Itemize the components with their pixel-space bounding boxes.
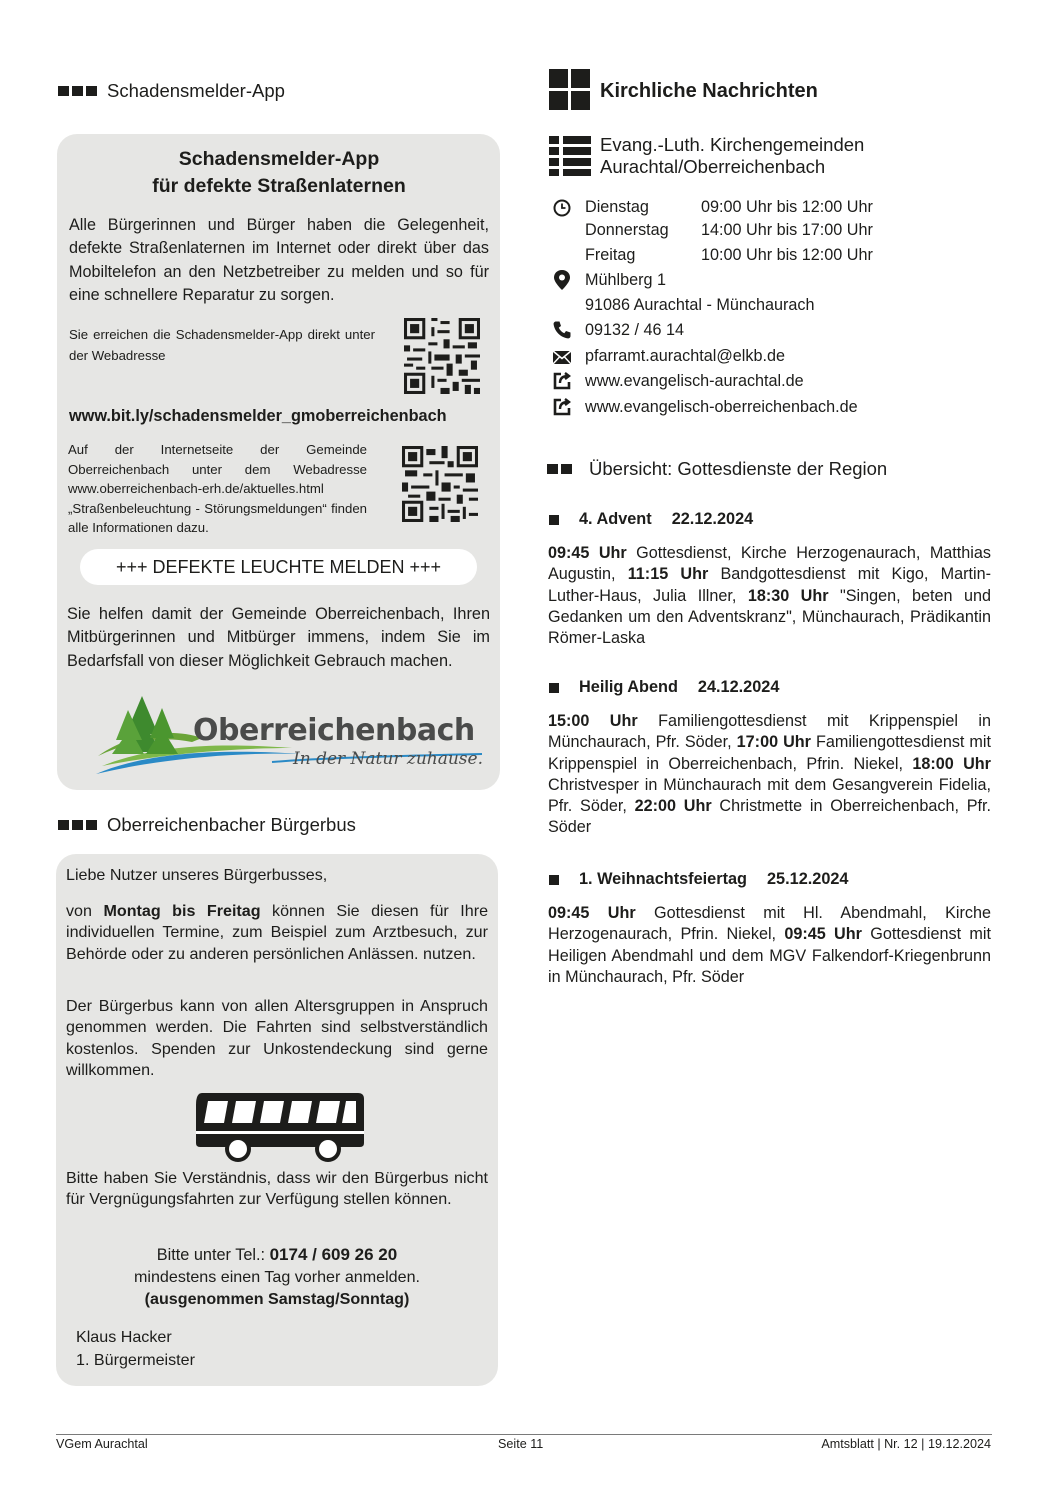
service-text: Gottesdienst, Kirche Herzogenaurach, Matthias Augustin, [548, 544, 991, 584]
service-text: Gottesdienst mit Hl. Abendmahl, Kirche Herzogenaurach, Pfrin. Niekel, [548, 904, 991, 944]
service-time: 11:15 Uhr [627, 565, 709, 584]
service-text: Bandgottesdienst mit Kigo, Martin-Luther-Haus, Julia Illner, [548, 565, 991, 605]
bus-weekend-note: (ausgenommen Samstag/Sonntag) [144, 1290, 410, 1308]
service-text: Familiengottesdienst mit Krippenspiel in Münchaurach, Pfr. Söder, [548, 712, 992, 752]
church-title-line1: Evang.-Luth. Kirchengemeinden [600, 134, 865, 155]
service-time: 18:30 Uhr [747, 586, 829, 605]
buergerbus-heading [58, 814, 356, 836]
external-link-icon [551, 371, 573, 391]
big-squares-icon [549, 69, 591, 111]
church-title-line2: Aurachtal/Oberreichenbach [600, 156, 826, 177]
address-street: Mühlberg 1 [585, 271, 666, 289]
service-body-advent [548, 543, 991, 649]
heading-squares-icon [58, 820, 97, 830]
heading-squares-icon [547, 464, 572, 474]
phone-number[interactable]: 09132 / 46 14 [585, 321, 685, 339]
service-heading-weihnachten [549, 870, 849, 889]
service-text: Familiengottesdienst mit Krippenspiel in Oberreichenbach, Pfrin. Niekel, [548, 733, 991, 773]
hours-day-3: Freitag [585, 246, 636, 264]
bullet-square-icon [549, 875, 559, 885]
hours-day-1: Dienstag [585, 198, 649, 216]
service-time: 09:45 Uhr [548, 544, 627, 562]
bus-phone-line [58, 1244, 496, 1266]
schadensmelder-url[interactable]: www.bit.ly/schadensmelder_gmoberreichenbach [69, 407, 447, 425]
hours-day-2: Donnerstag [585, 221, 669, 239]
service-text: "Singen, beten und Gedanken um den Adventskranz", Münchaurach, Prädikantin Römer-Laska [548, 586, 991, 648]
heading-squares-icon [58, 86, 97, 96]
bus-phone-note: mindestens einen Tag vorher anmelden. [134, 1268, 420, 1286]
schadensmelder-intro: Alle Bürgerinnen und Bürger haben die Gelegenheit, defekte Straßenlaternen im Internet oder direkt über das Mobiltelefon an den Netzbetreiber zu melden und so für eine schnellere Reparatur zu sorgen. [69, 216, 489, 304]
schadensmelder-website-info: Auf der Internetseite der Gemeinde Oberreichenbach unter dem Webadresse www.oberreichenbach-erh.de/aktuelles.html „Straßenbeleuchtung - Störungsmeldungen“ finden alle Informationen dazu. [68, 442, 367, 536]
footer-page: Seite 11 [498, 1437, 544, 1451]
hours-time-2: 14:00 Uhr bis 17:00 Uhr [701, 221, 873, 239]
service-time: 15:00 Uhr [548, 712, 638, 730]
signature-name: Klaus Hacker [76, 1328, 172, 1346]
bus-phone-number[interactable]: 0174 / 609 26 20 [269, 1245, 398, 1264]
bus-p1-days: Montag bis Freitag [103, 902, 261, 920]
mail-icon [551, 347, 573, 367]
schadensmelder-box-title [58, 146, 500, 200]
logo-tagline: In der Natur zuhause. [293, 749, 483, 769]
box-title-line2: für defekte Straßenlaternen [152, 175, 406, 197]
defekte-leuchte-melden-banner: +++ DEFEKTE LEUCHTE MELDEN +++ [80, 549, 477, 585]
service-title: 4. Advent [579, 510, 652, 528]
bus-phone-prefix: Bitte unter Tel.: [156, 1246, 270, 1264]
location-pin-icon [551, 269, 573, 291]
service-body-weihnachten [548, 903, 991, 988]
schadensmelder-web-hint: Sie erreichen die Schadensmelder-App direkt unter der Webadresse [69, 327, 375, 363]
website-link-2[interactable]: www.evangelisch-oberreichenbach.de [585, 398, 858, 416]
footer-left: VGem Aurachtal [56, 1437, 148, 1451]
service-time: 09:45 Uhr [784, 925, 862, 944]
service-heading-advent [549, 510, 753, 529]
external-link-icon [551, 397, 573, 417]
service-title: Heilig Abend [579, 678, 678, 696]
service-date: 24.12.2024 [697, 678, 780, 696]
hours-time-3: 10:00 Uhr bis 12:00 Uhr [701, 246, 873, 264]
clock-icon [551, 198, 573, 218]
service-date: 22.12.2024 [671, 510, 754, 528]
logo-name: Oberreichenbach [193, 713, 475, 748]
bus-paragraph-2: Der Bürgerbus kann von allen Altersgruppen in Anspruch genommen werden. Die Fahrten sind selbstverständlich kostenlos. Spenden zur Unkostendeckung sind gerne willkommen. [66, 997, 488, 1080]
bullet-square-icon [549, 683, 559, 693]
bus-greeting: Liebe Nutzer unseres Bürgerbusses, [66, 866, 328, 884]
box-title-line1: Schadensmelder-App [178, 148, 380, 170]
schadensmelder-heading-text: Schadensmelder-App [107, 80, 285, 101]
email-address[interactable]: pfarramt.aurachtal@elkb.de [585, 347, 785, 365]
kirchliche-nachrichten-heading: Kirchliche Nachrichten [600, 80, 818, 102]
church-community-title [600, 134, 864, 178]
qr-code-icon [402, 446, 478, 522]
footer-divider [56, 1434, 992, 1435]
signature-title: 1. Bürgermeister [76, 1351, 195, 1369]
service-text: Christvesper in Münchaurach mit dem Gesangverein Fidelia, Pfr. Söder, [548, 775, 991, 816]
list-icon [549, 136, 591, 176]
gottesdienste-heading-text: Übersicht: Gottesdienste der Region [589, 458, 888, 479]
schadensmelder-outro: Sie helfen damit der Gemeinde Oberreichenbach, Ihren Mitbürgerinnen und Mitbürger immens, indem Sie im Bedarfsfall von dieser Möglichkeit Gebrauch machen. [67, 605, 490, 670]
address-city: 91086 Aurachtal - Münchaurach [585, 296, 815, 314]
qr-code-icon [404, 318, 480, 394]
schadensmelder-heading [58, 80, 285, 102]
website-link-1[interactable]: www.evangelisch-aurachtal.de [585, 372, 804, 390]
buergerbus-heading-text: Oberreichenbacher Bürgerbus [107, 814, 356, 835]
hours-time-1: 09:00 Uhr bis 12:00 Uhr [701, 198, 873, 216]
bullet-square-icon [549, 515, 559, 525]
phone-icon [551, 320, 573, 340]
service-heading-heiligabend [549, 678, 779, 697]
service-title: 1. Weihnachtsfeiertag [579, 870, 747, 888]
bus-paragraph-3: Bitte haben Sie Verständnis, dass wir den Bürgerbus nicht für Vergnügungsfahrten zur Verfügung stellen können. [66, 1169, 488, 1209]
bus-icon [194, 1091, 366, 1163]
bus-p1-post: können Sie diesen für Ihre individuellen Termine, zum Beispiel zum Arztbesuch, zur Behörde oder zu anderen persönlichen Anlässen. nutzen. [66, 902, 489, 963]
service-time: 18:00 Uhr [912, 754, 991, 773]
service-time: 17:00 Uhr [736, 733, 811, 752]
bus-paragraph-1 [66, 901, 488, 965]
service-time: 22:00 Uhr [634, 797, 712, 816]
service-body-heiligabend [548, 711, 991, 839]
service-text: Christmette in Oberreichenbach, Pfr. Söder [548, 797, 992, 837]
service-text: Gottesdienst mit Heiligen Abendmahl und dem MGV Falkendorf-Kriegenbrunn in Münchaurach, Pfr. Söder [548, 925, 991, 986]
gottesdienste-heading [547, 458, 887, 480]
bus-p1-pre: von [66, 902, 104, 920]
service-time: 09:45 Uhr [548, 904, 636, 922]
footer-right: Amtsblatt | Nr. 12 | 19.12.2024 [821, 1437, 991, 1451]
service-date: 25.12.2024 [767, 870, 849, 888]
